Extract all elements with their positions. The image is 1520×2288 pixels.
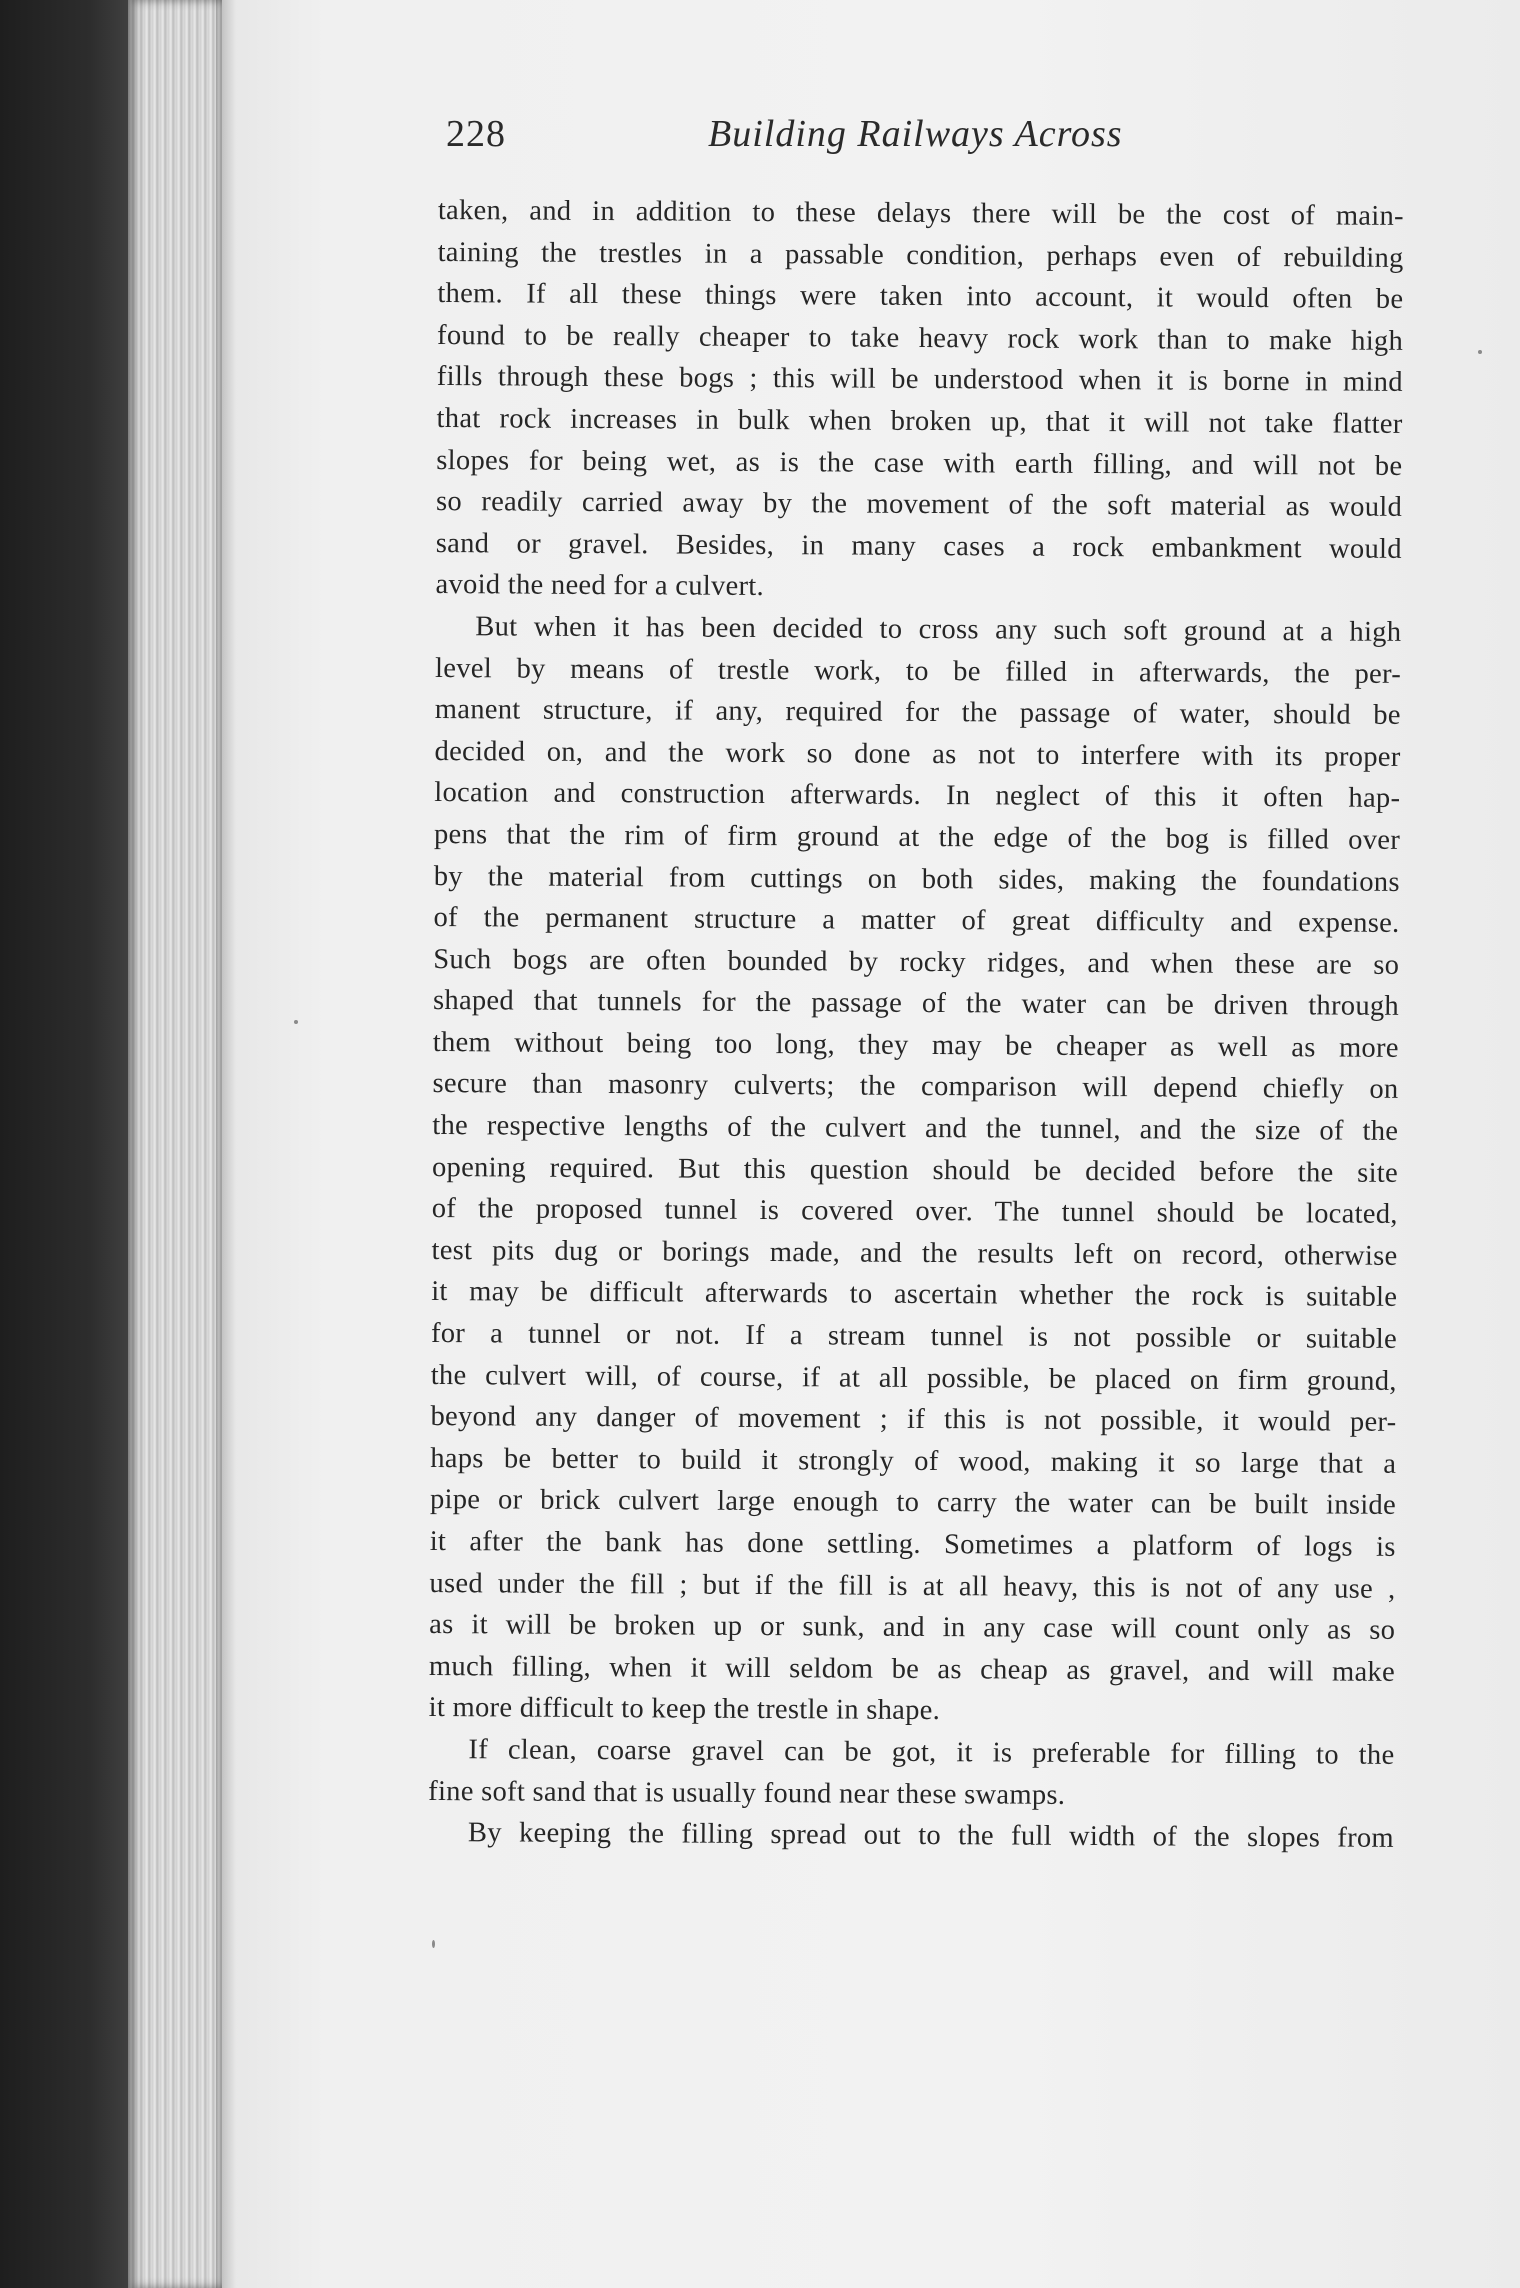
text-line: so readily carried away by the movement of the soft material as would xyxy=(436,486,1403,524)
text-line: location and construction afterwards. In neglect of this it often hap- xyxy=(434,777,1401,815)
text-line: manent structure, if any, required for the passage of water, should be xyxy=(434,694,1401,732)
scan-speck xyxy=(294,1020,298,1024)
text-line: Such bogs are often bounded by rocky ridges, and when these are so xyxy=(433,943,1400,981)
text-line: fills through these bogs ; this will be understood when it is borne in mind xyxy=(436,361,1403,399)
text-line: for a tunnel or not. If a stream tunnel is not possible or suitable xyxy=(430,1318,1398,1355)
text-line: But when it has been decided to cross any such soft ground at a high xyxy=(475,611,1402,648)
text-line: sand or gravel. Besides, in many cases a rock embankment would xyxy=(435,527,1402,565)
text-line: beyond any danger of movement ; if this is not possible, it would per- xyxy=(430,1401,1397,1439)
paragraph xyxy=(429,606,1402,1735)
gutter-shadow xyxy=(216,0,236,2288)
text-line: by the material from cuttings on both sides, making the foundations xyxy=(433,860,1400,898)
text-line: If clean, coarse gravel can be got, it is preferable for filling to the xyxy=(468,1734,1395,1771)
text-line: as it will be broken up or sunk, and in any case will count only as so xyxy=(429,1609,1396,1647)
text-line: the respective lengths of the culvert and the tunnel, and the size of the xyxy=(432,1110,1399,1147)
text-line: pens that the rim of firm ground at the edge of the bog is filled over xyxy=(433,818,1401,856)
paragraph xyxy=(428,1812,1394,1859)
running-head xyxy=(446,112,1146,172)
text-line: much filling, when it will seldom be as cheap as gravel, and will make xyxy=(428,1650,1396,1688)
body-text xyxy=(428,190,1404,1860)
text-line: By keeping the filling spread out to the full width of the slopes from xyxy=(467,1817,1395,1855)
text-line: it more difficult to keep the trestle in shape. xyxy=(428,1692,941,1727)
text-line: pipe or brick culvert large enough to carry the water can be built inside xyxy=(429,1484,1397,1522)
book-page-edges xyxy=(128,0,224,2288)
page-number: 228 xyxy=(446,113,506,155)
text-line: decided on, and the work so done as not to interfere with its proper xyxy=(434,735,1401,773)
text-line: it may be difficult afterwards to ascertain whether the rock is suitable xyxy=(431,1276,1398,1314)
text-line: taken, and in addition to these delays there will be the cost of main- xyxy=(437,194,1404,232)
text-line: them without being too long, they may be cheaper as well as more xyxy=(432,1026,1399,1064)
running-title: Building Railways Across xyxy=(708,113,1123,155)
paragraph xyxy=(435,190,1404,612)
text-line: them. If all these things were taken into account, it would often be xyxy=(437,278,1404,316)
text-line: taining the trestles in a passable condition, perhaps even of rebuilding xyxy=(437,236,1404,274)
text-line: of the permanent structure a matter of great difficulty and expense. xyxy=(433,902,1400,939)
scan-speck xyxy=(1478,350,1482,354)
text-line: shaped that tunnels for the passage of the water can be driven through xyxy=(432,985,1400,1023)
text-line: slopes for being wet, as is the case with earth filling, and will not be xyxy=(436,444,1403,482)
text-line: that rock increases in bulk when broken up, that it will not take flatter xyxy=(436,402,1403,440)
text-line: secure than masonry culverts; the comparison will depend chiefly on xyxy=(432,1068,1399,1106)
text-line: fine soft sand that is usually found near these swamps. xyxy=(428,1775,1066,1811)
text-line: avoid the need for a culvert. xyxy=(435,569,765,603)
text-line: used under the fill ; but if the fill is at all heavy, this is not of any use , xyxy=(429,1567,1396,1605)
text-line: of the proposed tunnel is covered over. The tunnel should be located, xyxy=(431,1193,1398,1231)
text-line: found to be really cheaper to take heavy rock work than to make high xyxy=(437,319,1404,357)
scan-speck xyxy=(432,1940,435,1948)
text-line: it after the bank has done settling. Sometimes a platform of logs is xyxy=(429,1525,1396,1563)
text-line: the culvert will, of course, if at all possible, be placed on firm ground, xyxy=(430,1359,1397,1397)
text-line: test pits dug or borings made, and the results left on record, otherwise xyxy=(431,1234,1398,1272)
text-line: opening required. But this question should be decided before the site xyxy=(431,1151,1399,1189)
paragraph xyxy=(428,1729,1394,1818)
text-line: haps be better to build it strongly of wood, making it so large that a xyxy=(430,1442,1397,1480)
text-line: level by means of trestle work, to be filled in afterwards, the per- xyxy=(434,652,1402,690)
